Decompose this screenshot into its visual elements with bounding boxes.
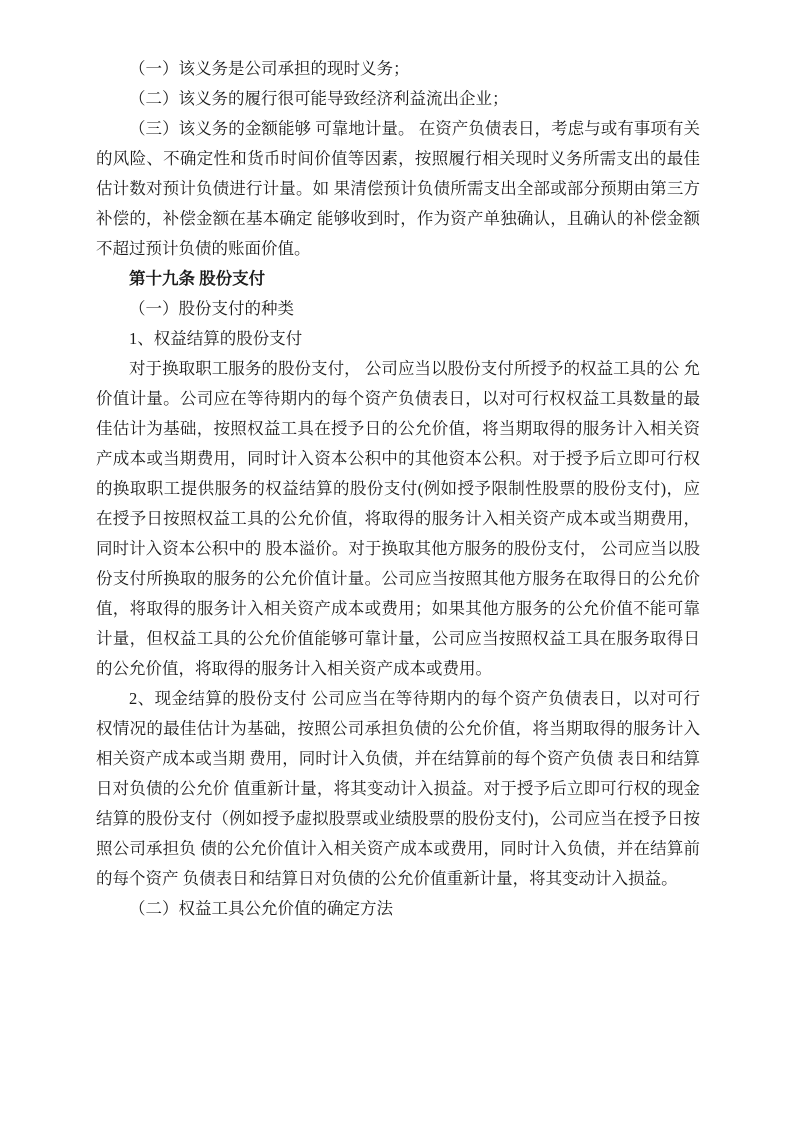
clause-item-3-paragraph: （三）该义务的金额能够 可靠地计量。 在资产负债表日，考虑与或有事项有关的风险、不确定性和货币时间价值等因素，按照履行相关现时义务所需支出的最佳估计数对预计负债进行计量。如 果清偿预计负债所需支出全部或部分预期由第三方补偿的，补偿金额在基本确定 能够收到时，作为资产单独确认，且确认的补偿金额不超过预计负债的账面价值。 <box>96 119 700 258</box>
section-heading-fair-value-method: （二）权益工具公允价值的确定方法 <box>129 899 393 918</box>
article-19-heading: 第十九条 股份支付 <box>129 269 266 288</box>
list-item-equity-settled: 1、权益结算的股份支付 <box>129 329 303 348</box>
section-heading-share-payment-types: （一）股份支付的种类 <box>129 299 294 318</box>
clause-item-1: （一）该义务是公司承担的现时义务； <box>129 59 410 78</box>
clause-item-2: （二）该义务的履行很可能导致经济利益流出企业； <box>129 89 509 108</box>
paragraph-cash-settled-share-payment: 2、现金结算的股份支付 公司应当在等待期内的每个资产负债表日，以对可行权情况的最佳估计为基础，按照公司承担负债的公允价值，将当期取得的服务计入相关资产成本或当期 费用，同时计入负债，并在结算前的每个资产负债 表日和结算日对负债的公允价 值重新计量，将其变动计入损益。对于授予后立即可行权的现金结算的股份支付（例如授予虚拟股票或业绩股票的股份支付)，公司应当在授予日按照公司承担负 债的公允价值计入相关资产成本或费用，同时计入负债，并在结算前的每个资产 负债表日和结算日对负债的公允价值重新计量，将其变动计入损益。 <box>96 689 700 888</box>
paragraph-equity-settled-share-payment: 对于换取职工服务的股份支付， 公司应当以股份支付所授予的权益工具的公 允价值计量。公司应在等待期内的每个资产负债表日，以对可行权权益工具数量的最佳估计为基础，按照权益工具在授予日的公允价值，将当期取得的服务计入相关资产成本或当期费用，同时计入资本公积中的其他资本公积。对于授予后立即可行权的换取职工提供服务的权益结算的股份支付(例如授予限制性股票的股份支付)，应在授予日按照权益工具的公允价值，将取得的服务计入相关资产成本或当期费用，同时计入资本公积中的 股本溢价。对于换取其他方服务的股份支付， 公司应当以股份支付所换取的服务的公允价值计量。公司应当按照其他方服务在取得日的公允价值，将取得的服务计入相关资产成本或费用；如果其他方服务的公允价值不能可靠计量，但权益工具的公允价值能够可靠计量，公司应当按照权益工具在服务取得日的公允价值，将取得的服务计入相关资产成本或费用。 <box>96 359 700 678</box>
